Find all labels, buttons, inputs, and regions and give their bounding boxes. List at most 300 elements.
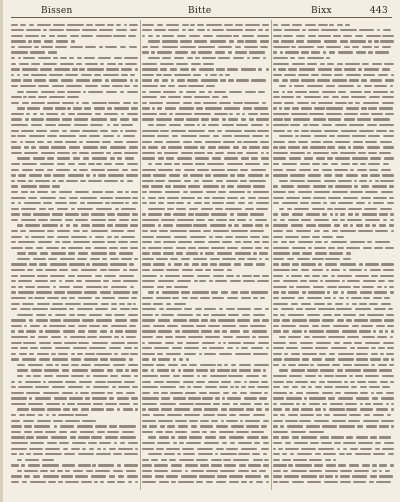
word-mark <box>151 185 163 187</box>
word-mark <box>26 414 35 416</box>
word-mark <box>206 191 216 193</box>
word-mark <box>160 425 165 427</box>
word-mark <box>89 236 92 238</box>
word-mark <box>359 29 374 31</box>
word-mark <box>11 191 18 193</box>
word-mark <box>153 303 163 305</box>
word-mark <box>157 286 164 288</box>
word-mark <box>34 46 38 48</box>
word-mark <box>219 436 227 438</box>
word-mark <box>65 141 77 143</box>
word-mark <box>301 79 315 81</box>
word-mark <box>245 475 261 477</box>
word-mark <box>142 420 156 422</box>
word-mark <box>299 325 310 327</box>
word-mark <box>273 191 286 193</box>
word-mark <box>86 375 90 377</box>
word-mark <box>71 40 75 42</box>
word-mark <box>386 392 394 394</box>
word-mark <box>95 381 106 383</box>
word-mark <box>109 475 115 477</box>
word-mark <box>348 213 353 215</box>
word-mark <box>338 397 353 399</box>
word-mark <box>193 408 202 410</box>
word-mark <box>229 40 234 42</box>
word-mark <box>42 224 58 226</box>
word-mark <box>33 157 45 159</box>
column-divider <box>140 20 141 490</box>
word-mark <box>264 475 269 477</box>
word-mark <box>373 197 387 199</box>
word-mark <box>189 35 201 37</box>
word-mark <box>202 347 207 349</box>
word-mark <box>69 197 78 199</box>
word-mark <box>273 68 276 70</box>
word-mark <box>28 252 37 254</box>
word-mark <box>142 74 154 76</box>
word-mark <box>290 124 300 126</box>
word-mark <box>142 431 153 433</box>
word-mark <box>261 425 266 427</box>
word-mark <box>111 303 117 305</box>
word-mark <box>221 408 227 410</box>
word-mark <box>292 213 304 215</box>
word-mark <box>220 470 235 472</box>
word-mark <box>256 408 262 410</box>
word-mark <box>96 163 102 165</box>
word-mark <box>131 107 138 109</box>
word-mark <box>87 68 104 70</box>
word-mark <box>345 63 361 65</box>
word-mark <box>164 453 175 455</box>
word-mark <box>148 436 156 438</box>
word-mark <box>18 330 24 332</box>
word-mark <box>358 152 366 154</box>
word-mark <box>273 431 288 433</box>
word-mark <box>202 375 207 377</box>
word-mark <box>127 342 138 344</box>
word-mark <box>340 230 356 232</box>
word-mark <box>23 96 26 98</box>
word-mark <box>378 364 387 366</box>
word-mark <box>165 431 173 433</box>
word-mark <box>176 252 183 254</box>
word-mark <box>125 157 135 159</box>
word-mark <box>62 241 71 243</box>
word-mark <box>196 481 204 483</box>
word-mark <box>156 291 159 293</box>
word-mark <box>142 347 152 349</box>
word-mark <box>350 381 355 383</box>
word-mark <box>191 470 204 472</box>
word-mark <box>120 46 127 48</box>
word-mark <box>11 353 16 355</box>
word-mark <box>297 185 311 187</box>
word-mark <box>154 79 159 81</box>
word-mark <box>239 364 252 366</box>
word-mark <box>184 263 189 265</box>
word-mark <box>350 448 359 450</box>
word-mark <box>19 353 28 355</box>
word-mark <box>233 403 238 405</box>
word-mark <box>17 470 22 472</box>
word-mark <box>142 464 152 466</box>
word-mark <box>294 130 299 132</box>
word-mark <box>338 353 354 355</box>
word-mark <box>208 124 220 126</box>
word-mark <box>373 414 384 416</box>
word-mark <box>290 453 295 455</box>
word-mark <box>18 174 26 176</box>
word-mark <box>297 258 310 260</box>
word-mark <box>241 247 254 249</box>
word-mark <box>173 185 186 187</box>
word-mark <box>382 375 394 377</box>
word-mark <box>273 392 287 394</box>
word-mark <box>127 230 136 232</box>
word-mark <box>87 202 103 204</box>
word-mark <box>148 197 156 199</box>
word-mark <box>17 369 28 371</box>
word-mark <box>154 464 168 466</box>
word-mark <box>205 107 222 109</box>
word-mark <box>273 35 282 37</box>
word-mark <box>114 236 120 238</box>
word-mark <box>273 174 288 176</box>
word-mark <box>235 51 247 53</box>
word-mark <box>142 219 159 221</box>
word-mark <box>224 157 239 159</box>
word-mark <box>327 286 337 288</box>
word-mark <box>266 152 269 154</box>
word-mark <box>354 180 358 182</box>
word-mark <box>142 442 155 444</box>
word-mark <box>226 448 238 450</box>
word-mark <box>135 79 139 81</box>
word-mark <box>53 420 63 422</box>
word-mark <box>230 386 234 388</box>
word-mark <box>208 146 216 148</box>
word-mark <box>325 263 337 265</box>
word-mark <box>55 202 68 204</box>
word-mark <box>294 442 308 444</box>
word-mark <box>366 35 381 37</box>
word-mark <box>301 436 317 438</box>
word-mark <box>227 197 238 199</box>
word-mark <box>195 163 205 165</box>
word-mark <box>18 57 21 59</box>
word-mark <box>49 325 66 327</box>
word-mark <box>128 314 138 316</box>
word-mark <box>46 403 60 405</box>
word-mark <box>289 241 296 243</box>
word-mark <box>302 252 312 254</box>
word-mark <box>307 152 311 154</box>
word-mark <box>249 118 254 120</box>
word-mark <box>157 152 162 154</box>
word-mark <box>142 358 149 360</box>
word-mark <box>99 46 103 48</box>
word-mark <box>46 113 58 115</box>
word-mark <box>281 297 295 299</box>
word-mark <box>307 297 323 299</box>
word-mark <box>111 325 128 327</box>
word-mark <box>286 230 294 232</box>
word-mark <box>225 74 230 76</box>
word-mark <box>181 197 195 199</box>
word-mark <box>107 169 119 171</box>
word-mark <box>211 118 219 120</box>
word-mark <box>331 269 340 271</box>
word-mark <box>148 163 152 165</box>
word-mark <box>82 102 89 104</box>
word-mark <box>18 386 33 388</box>
word-mark <box>82 29 97 31</box>
word-mark <box>176 247 186 249</box>
word-mark <box>218 342 221 344</box>
word-mark <box>294 85 304 87</box>
word-mark <box>370 319 382 321</box>
word-mark <box>11 431 21 433</box>
word-mark <box>357 347 369 349</box>
word-mark <box>45 453 62 455</box>
word-mark <box>75 191 89 193</box>
word-mark <box>26 392 40 394</box>
word-mark <box>29 174 42 176</box>
word-mark <box>128 35 136 37</box>
word-mark <box>330 202 336 204</box>
word-mark <box>289 157 302 159</box>
word-mark <box>36 247 43 249</box>
word-mark <box>241 481 247 483</box>
word-mark <box>281 436 289 438</box>
word-mark <box>86 470 93 472</box>
word-mark <box>19 63 29 65</box>
word-mark <box>273 286 287 288</box>
word-mark <box>75 219 89 221</box>
word-mark <box>245 24 260 26</box>
word-mark <box>92 397 107 399</box>
word-mark <box>299 169 311 171</box>
word-mark <box>31 369 42 371</box>
word-mark <box>61 297 68 299</box>
word-mark <box>256 118 269 120</box>
word-mark <box>11 481 19 483</box>
word-mark <box>55 107 65 109</box>
word-mark <box>71 353 75 355</box>
word-mark <box>182 24 189 26</box>
word-mark <box>375 51 389 53</box>
word-mark <box>298 297 304 299</box>
word-mark <box>340 475 350 477</box>
word-mark <box>384 319 394 321</box>
word-mark <box>54 141 63 143</box>
word-mark <box>156 336 163 338</box>
word-mark <box>109 252 116 254</box>
word-mark <box>156 118 172 120</box>
word-mark <box>309 470 322 472</box>
word-mark <box>148 124 154 126</box>
word-mark <box>223 336 233 338</box>
word-mark <box>252 453 260 455</box>
word-mark <box>199 392 207 394</box>
word-mark <box>117 157 123 159</box>
word-mark <box>129 263 135 265</box>
word-mark <box>37 286 50 288</box>
word-mark <box>244 263 253 265</box>
word-mark <box>96 319 113 321</box>
word-mark <box>22 68 38 70</box>
word-mark <box>159 481 169 483</box>
word-mark <box>218 146 230 148</box>
word-mark <box>88 91 103 93</box>
word-mark <box>167 208 174 210</box>
word-mark <box>331 275 335 277</box>
word-mark <box>142 269 150 271</box>
word-mark <box>157 369 169 371</box>
word-mark <box>381 191 393 193</box>
word-mark <box>312 208 326 210</box>
word-mark <box>328 336 345 338</box>
word-mark <box>173 375 181 377</box>
word-mark <box>240 420 243 422</box>
word-mark <box>160 375 170 377</box>
word-mark <box>334 442 341 444</box>
word-mark <box>273 280 280 282</box>
word-mark <box>156 431 163 433</box>
word-mark <box>64 336 68 338</box>
word-mark <box>101 85 110 87</box>
word-mark <box>194 96 210 98</box>
word-mark <box>100 481 104 483</box>
word-mark <box>174 303 186 305</box>
word-mark <box>36 130 47 132</box>
word-mark <box>177 314 193 316</box>
word-mark <box>353 481 366 483</box>
word-mark <box>230 280 241 282</box>
word-mark <box>349 375 353 377</box>
word-mark <box>98 174 106 176</box>
word-mark <box>229 436 244 438</box>
word-mark <box>38 57 51 59</box>
word-mark <box>309 403 320 405</box>
word-mark <box>121 236 135 238</box>
word-mark <box>324 414 330 416</box>
word-mark <box>390 381 394 383</box>
word-mark <box>324 174 332 176</box>
word-mark <box>124 381 135 383</box>
word-mark <box>273 386 280 388</box>
word-mark <box>314 191 330 193</box>
word-mark <box>387 347 394 349</box>
word-mark <box>61 364 69 366</box>
word-mark <box>135 68 138 70</box>
word-mark <box>11 247 23 249</box>
word-mark <box>233 35 239 37</box>
word-mark <box>183 141 192 143</box>
word-mark <box>322 91 336 93</box>
word-mark <box>202 57 216 59</box>
word-mark <box>278 68 286 70</box>
word-mark <box>322 392 333 394</box>
word-mark <box>350 40 366 42</box>
word-mark <box>86 286 101 288</box>
word-mark <box>11 386 16 388</box>
word-mark <box>22 213 31 215</box>
word-mark <box>286 381 293 383</box>
word-mark <box>227 169 238 171</box>
word-mark <box>124 85 130 87</box>
word-mark <box>308 35 317 37</box>
word-mark <box>130 319 138 321</box>
word-mark <box>354 364 369 366</box>
word-mark <box>364 208 377 210</box>
word-mark <box>292 24 303 26</box>
word-mark <box>239 369 251 371</box>
word-mark <box>123 408 133 410</box>
word-mark <box>241 68 256 70</box>
word-mark <box>367 241 372 243</box>
word-mark <box>198 453 213 455</box>
word-mark <box>156 74 162 76</box>
word-mark <box>197 124 200 126</box>
word-mark <box>195 213 209 215</box>
word-mark <box>302 358 309 360</box>
word-mark <box>53 24 65 26</box>
word-mark <box>11 185 18 187</box>
word-mark <box>193 258 207 260</box>
word-mark <box>284 107 290 109</box>
word-mark <box>380 381 388 383</box>
word-mark <box>92 157 108 159</box>
word-mark <box>208 381 219 383</box>
word-mark <box>255 247 262 249</box>
word-mark <box>188 130 205 132</box>
word-mark <box>77 275 92 277</box>
word-mark <box>49 96 65 98</box>
word-mark <box>205 269 211 271</box>
word-mark <box>47 236 54 238</box>
word-mark <box>273 241 278 243</box>
word-mark <box>282 163 297 165</box>
word-mark <box>327 157 333 159</box>
word-mark <box>304 275 310 277</box>
word-mark <box>363 247 372 249</box>
word-mark <box>197 375 200 377</box>
word-mark <box>92 224 105 226</box>
word-mark <box>62 403 65 405</box>
word-mark <box>189 319 199 321</box>
word-mark <box>321 325 330 327</box>
word-mark <box>237 213 248 215</box>
word-mark <box>288 291 298 293</box>
word-mark <box>262 275 269 277</box>
word-mark <box>91 369 104 371</box>
word-mark <box>308 386 313 388</box>
word-mark <box>222 330 228 332</box>
word-mark <box>369 169 378 171</box>
word-mark <box>81 481 92 483</box>
word-mark <box>386 353 394 355</box>
word-mark <box>162 35 175 37</box>
word-mark <box>237 308 251 310</box>
word-mark <box>348 146 351 148</box>
word-mark <box>333 459 336 461</box>
word-mark <box>273 275 283 277</box>
word-mark <box>364 85 372 87</box>
word-mark <box>35 169 44 171</box>
word-mark <box>158 330 172 332</box>
